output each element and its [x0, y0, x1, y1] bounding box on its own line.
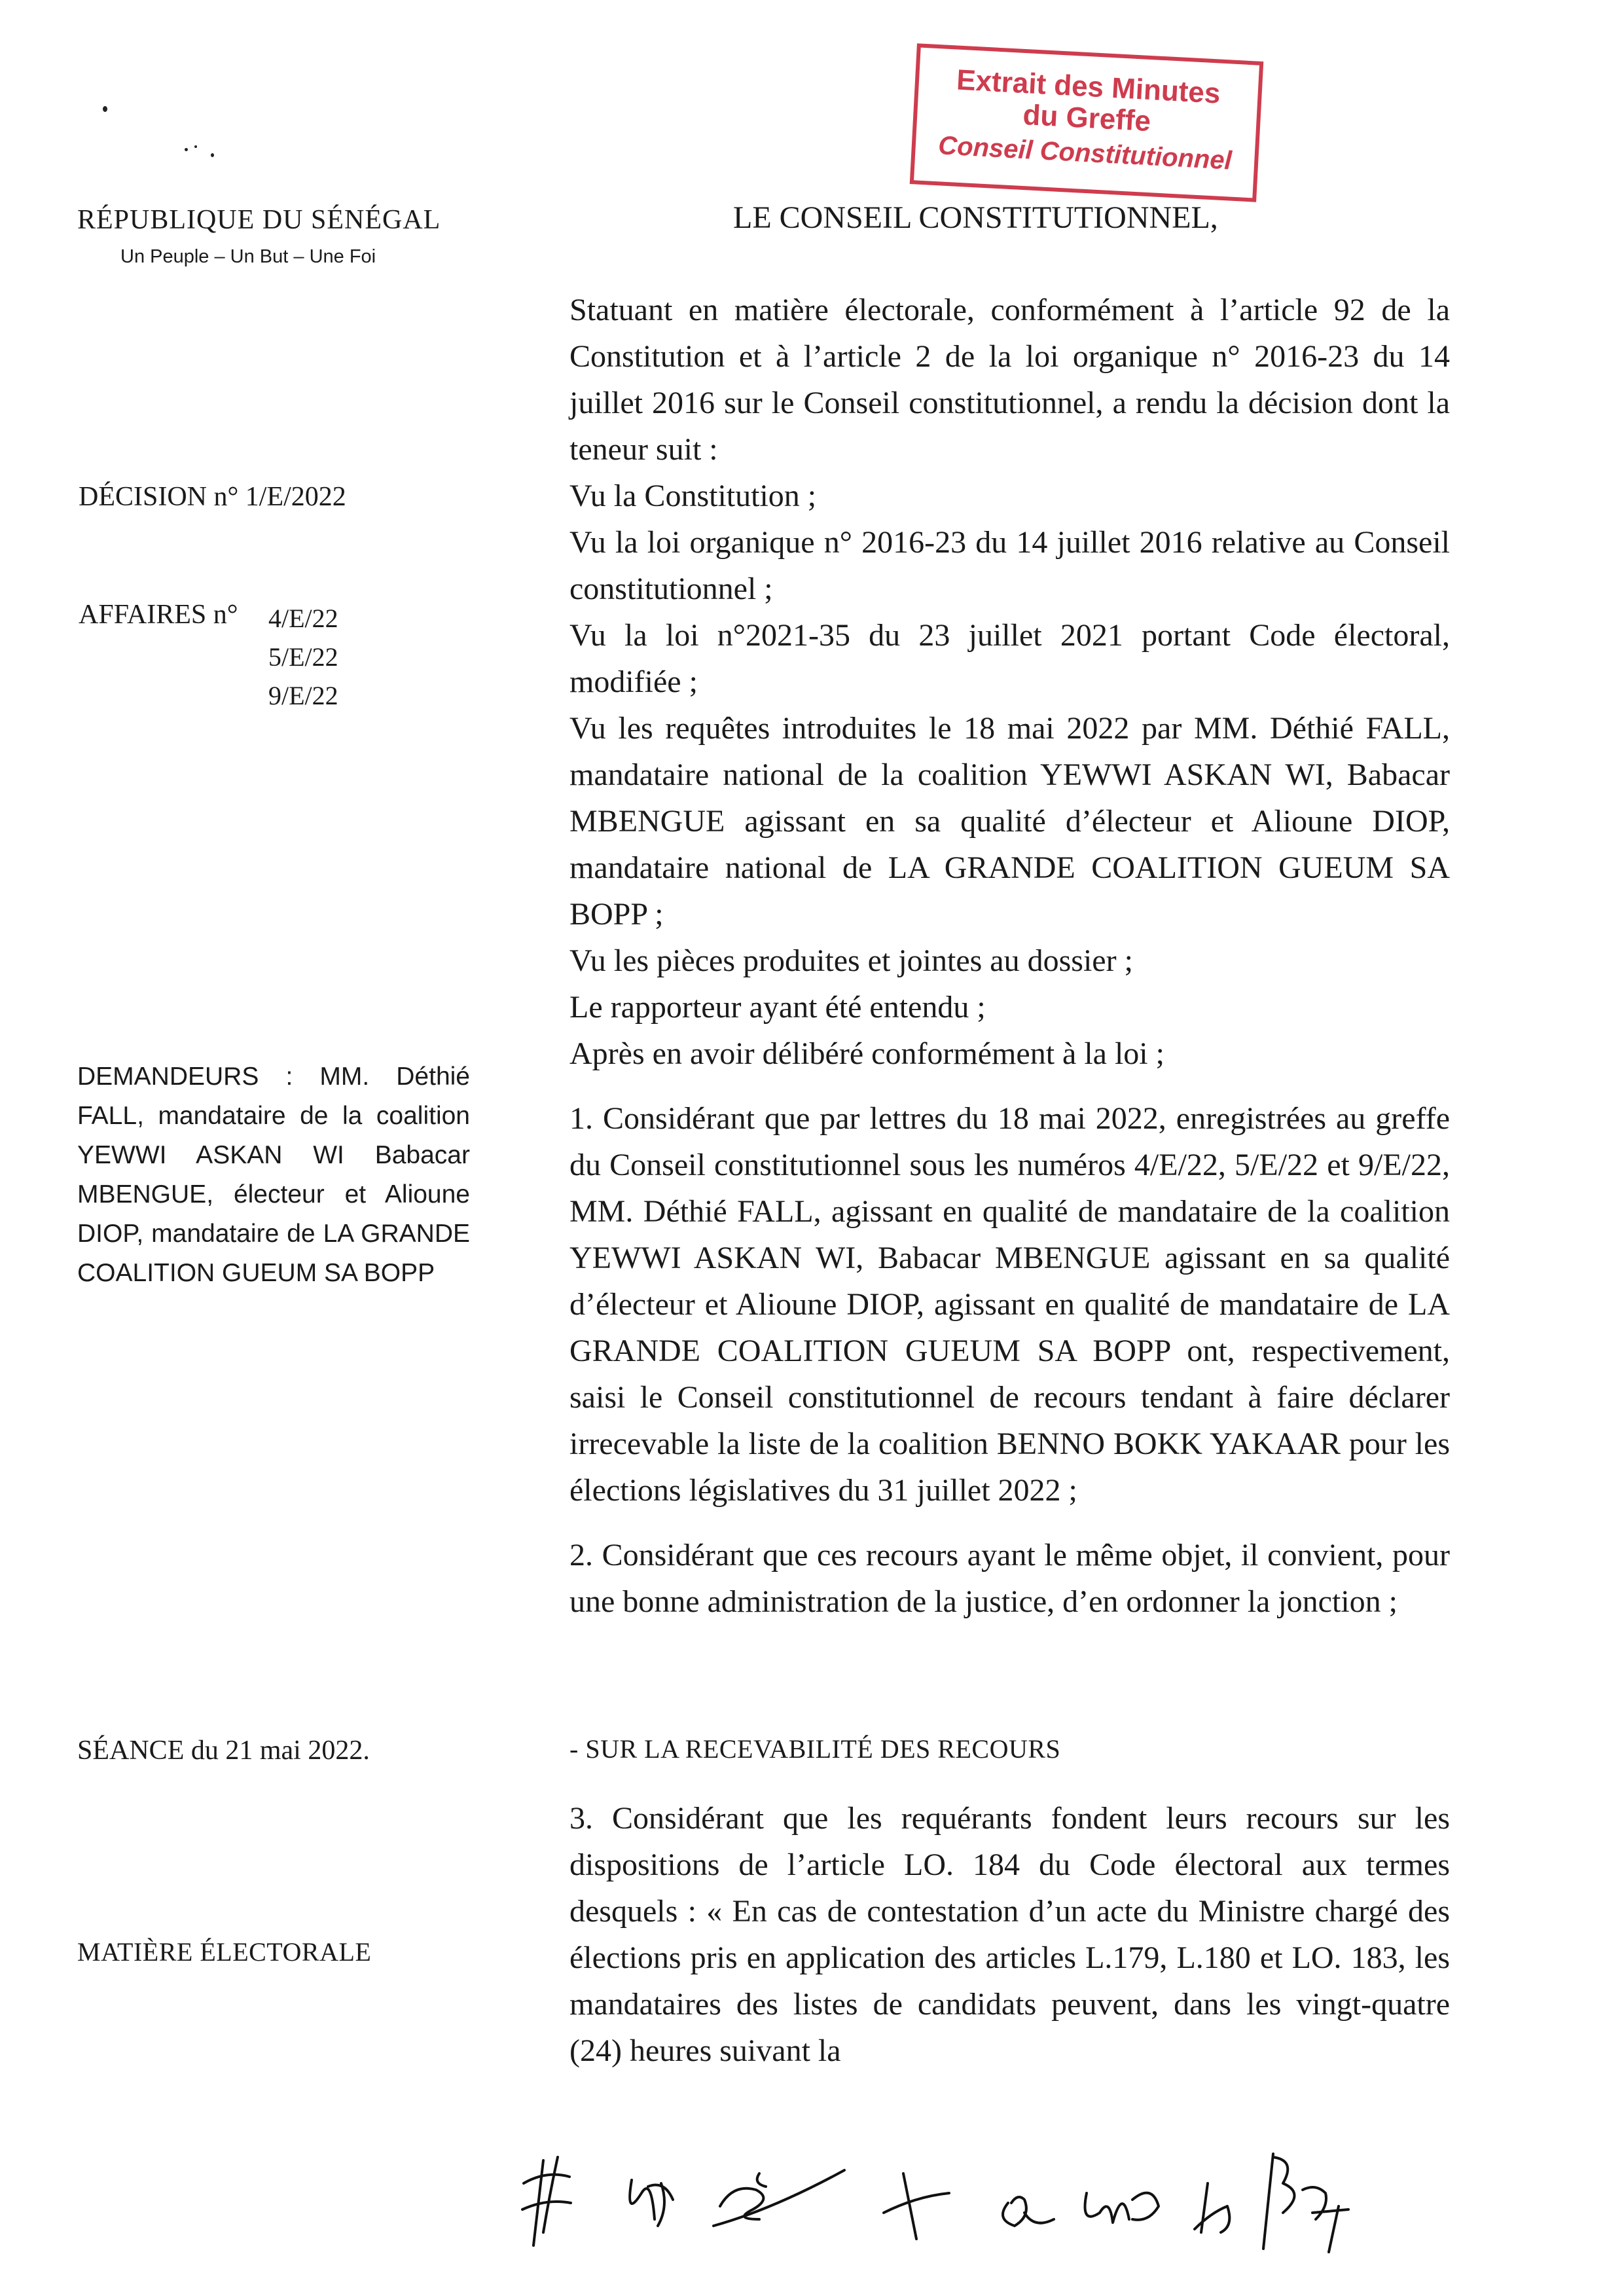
- handwritten-signatures: [497, 2121, 1453, 2272]
- visa-line: Vu la loi organique n° 2016-23 du 14 juillet 2016 relative au Conseil constitutionnel ;: [569, 525, 1450, 606]
- section-heading: - SUR LA RECEVABILITÉ DES RECOURS: [569, 1734, 1061, 1764]
- stamp-line-2: du Greffe: [1022, 98, 1152, 138]
- registry-stamp: [910, 43, 1264, 202]
- affaires-numbers: [268, 599, 338, 715]
- scan-speck: [211, 153, 214, 157]
- affaire-number: 4/E/22: [268, 604, 338, 633]
- council-heading: LE CONSEIL CONSTITUTIONNEL,: [733, 200, 1218, 235]
- decision-body-bottom: [569, 1795, 1450, 2074]
- visa-line: Vu la loi n°2021-35 du 23 juillet 2021 portant Code électoral, modifiée ;: [569, 618, 1450, 699]
- scan-speck: [103, 106, 107, 112]
- visa-line: Vu la Constitution ;: [569, 479, 817, 513]
- visa-line: Vu les requêtes introduites le 18 mai 2022 par MM. Déthié FALL, mandataire national de la coalition YEWWI ASKAN WI, Babacar MBENGUE agissant en sa qualité d’électeur et Alioune DIOP, mandataire national de LA GRANDE COALITION GUEUM SA BOPP ;: [569, 711, 1450, 932]
- stamp-line-1: Extrait des Minutes: [956, 64, 1221, 110]
- visa-line: Vu les pièces produites et jointes au dossier ;: [569, 943, 1133, 978]
- decision-body-top: [569, 287, 1450, 1625]
- decision-number: DÉCISION n° 1/E/2022: [79, 482, 346, 512]
- affaire-number: 5/E/22: [268, 642, 338, 672]
- intro-paragraph: Statuant en matière électorale, conformément à l’article 92 de la Constitution et à l’article 2 de la loi organique n° 2016-23 du 14 juillet 2016 sur le Conseil constitutionnel, a rendu la décision dont la teneur suit :: [569, 293, 1450, 467]
- considerant-2: 2. Considérant que ces recours ayant le même objet, il convient, pour une bonne administration de la justice, d’en ordonner la jonction ;: [569, 1538, 1450, 1619]
- seance-date: SÉANCE du 21 mai 2022.: [77, 1736, 370, 1766]
- matiere-label: MATIÈRE ÉLECTORALE: [77, 1937, 372, 1967]
- republic-motto: Un Peuple – Un But – Une Foi: [120, 246, 376, 267]
- demandeurs-block: DEMANDEURS : MM. Déthié FALL, mandataire de la coalition YEWWI ASKAN WI Babacar MBENGUE, électeur et Alioune DIOP, mandataire de LA GRANDE COALITION GUEUM SA BOPP: [77, 1063, 470, 1287]
- scan-speck: [194, 145, 197, 148]
- stamp-line-3: Conseil Constitutionnel: [937, 131, 1233, 175]
- visa-line: Le rapporteur ayant été entendu ;: [569, 990, 986, 1025]
- considerant-1: 1. Considérant que par lettres du 18 mai 2022, enregistrées au greffe du Conseil constitutionnel sous les numéros 4/E/22, 5/E/22 et 9/E/22, MM. Déthié FALL, agissant en qualité de mandataire de la coalition YEWWI ASKAN WI, Babacar MBENGUE agissant en sa qualité d’électeur et Alioune DIOP, agissant en qualité de mandataire de LA GRANDE COALITION GUEUM SA BOPP ont, respectivement, saisi le Conseil constitutionnel de recours tendant à faire déclarer irrecevable la liste de la coalition BENNO BOKK YAKAAR pour les élections législatives du 31 juillet 2022 ;: [569, 1101, 1450, 1508]
- republic-title: RÉPUBLIQUE DU SÉNÉGAL: [77, 205, 441, 235]
- affaire-number: 9/E/22: [268, 681, 338, 710]
- visa-line: Après en avoir délibéré conformément à la loi ;: [569, 1036, 1164, 1071]
- scan-speck: [185, 148, 188, 151]
- considerant-3: 3. Considérant que les requérants fondent leurs recours sur les dispositions de l’article LO. 184 du Code électoral aux termes desquels : « En cas de contestation d’un acte du Ministre chargé des élections pris en application des articles L.179, L.180 et LO. 183, les mandataires des listes de candidats peuvent, dans les vingt-quatre (24) heures suivant la: [569, 1801, 1450, 2068]
- affaires-label: AFFAIRES n°: [79, 600, 238, 630]
